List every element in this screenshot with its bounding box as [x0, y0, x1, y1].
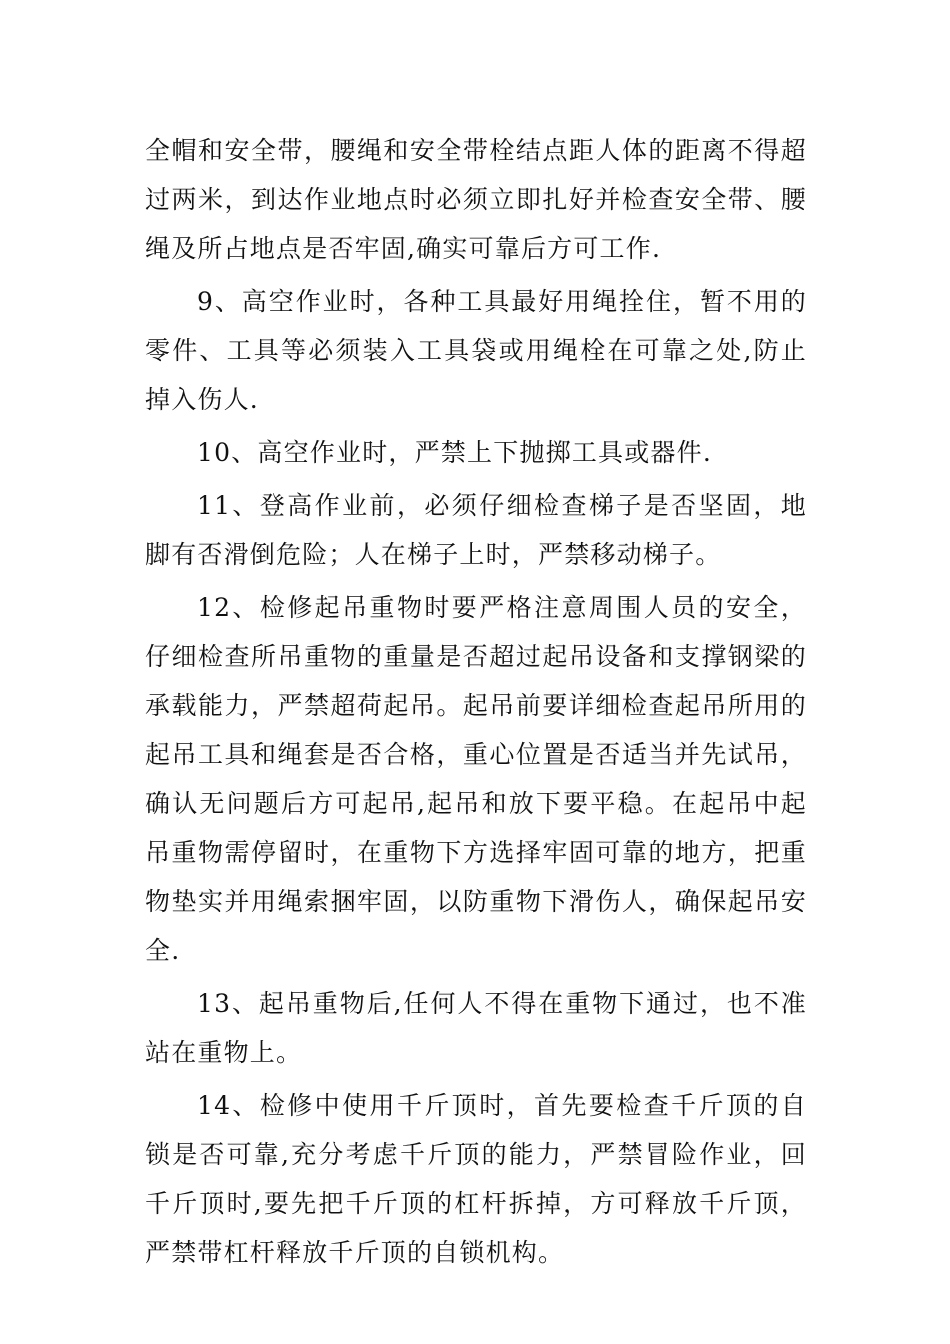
- paragraph-item-9: 9、高空作业时，各种工具最好用绳拴住，暂不用的零件、工具等必须装入工具袋或用绳栓在可靠之处,防止掉入伤人.: [145, 287, 807, 414]
- paragraph-item-11: 11、登高作业前，必须仔细检查梯子是否坚固，地脚有否滑倒危险；人在梯子上时，严禁移动梯子。: [145, 491, 807, 569]
- paragraph-item-12: 12、检修起吊重物时要严格注意周围人员的安全，仔细检查所吊重物的重量是否超过起吊设备和支撑钢梁的承载能力，严禁超荷起吊。起吊前要详细检查起吊所用的起吊工具和绳套是否合格，重心位置是否适当并先试吊，确认无问题后方可起吊,起吊和放下要平稳。在起吊中起吊重物需停留时，在重物下方选择牢固可靠的地方，把重物垫实并用绳索捆牢固，以防重物下滑伤人，确保起吊安全.: [145, 593, 807, 965]
- document-body: [145, 126, 807, 1277]
- paragraph-8-continued: 全帽和安全带，腰绳和安全带栓结点距人体的距离不得超过两米，到达作业地点时必须立即扎好并检查安全带、腰绳及所占地点是否牢固,确实可靠后方可工作.: [145, 136, 807, 263]
- paragraph-item-13: 13、起吊重物后,任何人不得在重物下通过，也不准站在重物上。: [145, 989, 807, 1067]
- paragraph-item-10: 10、高空作业时，严禁上下抛掷工具或器件.: [197, 438, 712, 467]
- paragraph-item-14: 14、检修中使用千斤顶时，首先要检查千斤顶的自锁是否可靠,充分考虑千斤顶的能力，严禁冒险作业，回千斤顶时,要先把千斤顶的杠杆拆掉，方可释放千斤顶，严禁带杠杆释放千斤顶的自锁机构。: [145, 1091, 807, 1267]
